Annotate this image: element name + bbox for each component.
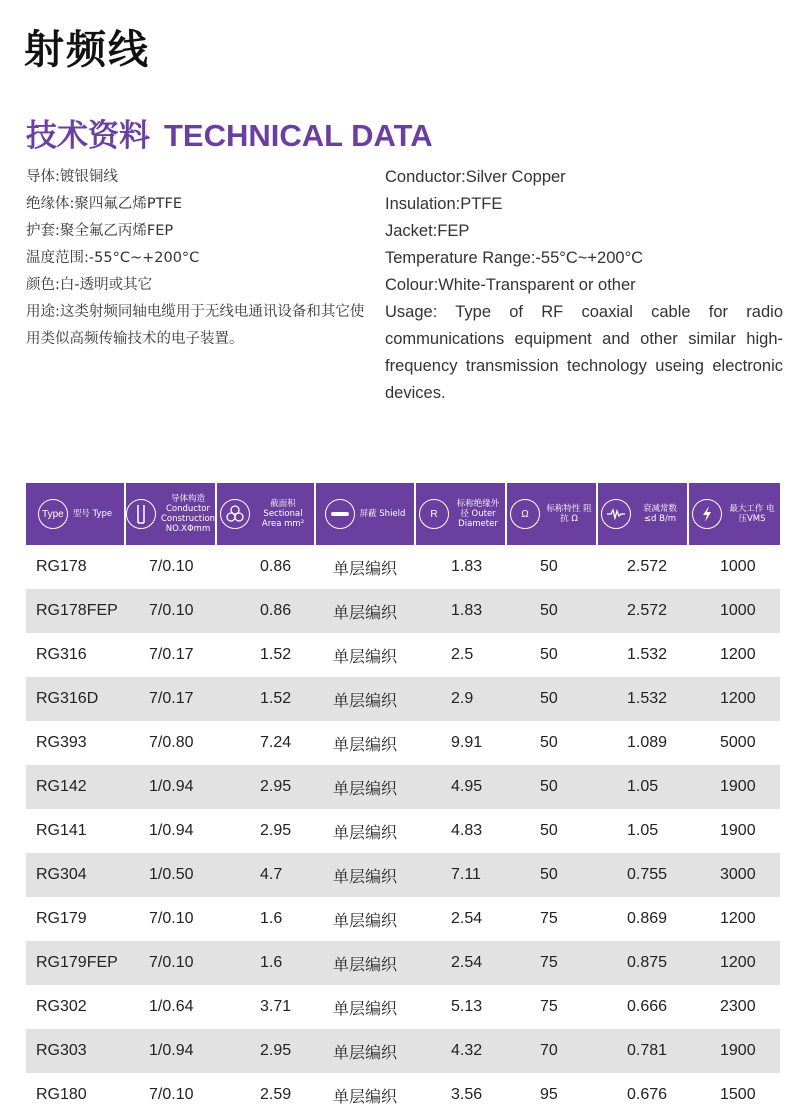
cell-area: 0.86	[216, 589, 315, 633]
cell-attenuation: 1.05	[597, 809, 688, 853]
cell-area: 2.59	[216, 1073, 315, 1110]
cell-conductor: 7/0.10	[125, 897, 216, 941]
cell-voltage: 3000	[688, 853, 780, 897]
table-body	[26, 545, 780, 1110]
cell-area: 1.6	[216, 941, 315, 985]
cell-type: RG178FEP	[26, 589, 125, 633]
table-row	[26, 545, 780, 589]
cell-shield: 单层编织	[315, 1029, 415, 1073]
cell-area: 2.95	[216, 1029, 315, 1073]
voltage-icon	[692, 499, 722, 529]
cell-outer-diameter: 2.54	[415, 941, 506, 985]
cell-conductor: 7/0.17	[125, 633, 216, 677]
header-shield	[315, 483, 415, 545]
cell-area: 1.52	[216, 677, 315, 721]
table-row	[26, 589, 780, 633]
spec-usage-en: Usage: Type of RF coaxial cable for radio communications equipment and other similar high-frequency transmission technology useing electronic devices.	[385, 303, 783, 402]
cell-outer-diameter: 5.13	[415, 985, 506, 1029]
cell-voltage: 1500	[688, 1073, 780, 1110]
cell-type: RG179FEP	[26, 941, 125, 985]
cell-type: RG304	[26, 853, 125, 897]
header-attenuation	[597, 483, 688, 545]
cell-outer-diameter: 9.91	[415, 721, 506, 765]
cell-impedance: 70	[506, 1029, 597, 1073]
attenuation-icon	[601, 499, 631, 529]
specs-chinese	[26, 164, 366, 353]
header-outer-diameter-label: 标称绝缘外径 Outer Diameter	[456, 499, 500, 529]
cell-conductor: 7/0.10	[125, 941, 216, 985]
cell-voltage: 1000	[688, 545, 780, 589]
spec-table	[26, 483, 780, 1110]
cell-voltage: 1900	[688, 809, 780, 853]
page-title: 射频线	[24, 27, 150, 73]
cell-attenuation: 0.666	[597, 985, 688, 1029]
cell-impedance: 50	[506, 765, 597, 809]
cell-area: 2.95	[216, 809, 315, 853]
table-row	[26, 677, 780, 721]
section-title	[26, 110, 433, 155]
cell-shield: 单层编织	[315, 721, 415, 765]
cell-shield: 单层编织	[315, 765, 415, 809]
type-icon: Type	[38, 499, 68, 529]
outer-diameter-icon: R	[419, 499, 449, 529]
table-row	[26, 897, 780, 941]
cell-voltage: 1200	[688, 633, 780, 677]
cell-area: 4.7	[216, 853, 315, 897]
cell-outer-diameter: 1.83	[415, 545, 506, 589]
cell-conductor: 7/0.80	[125, 721, 216, 765]
header-sectional-area-label: 截面积 Sectional Area mm²	[261, 499, 305, 529]
cell-conductor: 1/0.94	[125, 809, 216, 853]
cell-outer-diameter: 4.83	[415, 809, 506, 853]
sectional-area-icon	[220, 499, 250, 529]
spec-jacket-en: Jacket:FEP	[385, 222, 470, 240]
cell-type: RG302	[26, 985, 125, 1029]
cell-type: RG178	[26, 545, 125, 589]
cell-voltage: 1900	[688, 1029, 780, 1073]
cell-type: RG141	[26, 809, 125, 853]
cell-area: 2.95	[216, 765, 315, 809]
cell-voltage: 5000	[688, 721, 780, 765]
cell-impedance: 50	[506, 721, 597, 765]
cell-impedance: 95	[506, 1073, 597, 1110]
spec-insulation-cn: 绝缘体:聚四氟乙烯PTFE	[26, 196, 182, 212]
header-voltage-label: 最大工作 电压VMS	[729, 504, 775, 524]
cell-conductor: 7/0.10	[125, 589, 216, 633]
header-type	[26, 483, 125, 545]
cell-type: RG142	[26, 765, 125, 809]
cell-attenuation: 1.532	[597, 633, 688, 677]
cell-area: 1.52	[216, 633, 315, 677]
cell-attenuation: 0.869	[597, 897, 688, 941]
cell-outer-diameter: 4.32	[415, 1029, 506, 1073]
table-row	[26, 633, 780, 677]
cell-area: 7.24	[216, 721, 315, 765]
cell-voltage: 1200	[688, 677, 780, 721]
cell-type: RG180	[26, 1073, 125, 1110]
header-conductor	[125, 483, 216, 545]
cell-voltage: 1200	[688, 897, 780, 941]
header-outer-diameter	[415, 483, 506, 545]
header-impedance	[506, 483, 597, 545]
spec-conductor-en: Conductor:Silver Copper	[385, 168, 566, 186]
cell-conductor: 1/0.94	[125, 1029, 216, 1073]
cell-shield: 单层编织	[315, 809, 415, 853]
cell-impedance: 75	[506, 941, 597, 985]
header-voltage	[688, 483, 780, 545]
cell-attenuation: 2.572	[597, 545, 688, 589]
table-row	[26, 721, 780, 765]
table-row	[26, 853, 780, 897]
cell-impedance: 50	[506, 545, 597, 589]
cell-type: RG393	[26, 721, 125, 765]
cell-voltage: 1900	[688, 765, 780, 809]
cell-attenuation: 1.532	[597, 677, 688, 721]
impedance-icon: Ω	[510, 499, 540, 529]
cell-conductor: 1/0.50	[125, 853, 216, 897]
table-row	[26, 1029, 780, 1073]
cell-impedance: 50	[506, 589, 597, 633]
spec-temperature-en: Temperature Range:-55°C~+200°C	[385, 249, 644, 267]
section-title-cn: 技术资料	[26, 118, 150, 154]
cell-outer-diameter: 4.95	[415, 765, 506, 809]
cell-type: RG316D	[26, 677, 125, 721]
cell-shield: 单层编织	[315, 941, 415, 985]
cell-conductor: 7/0.17	[125, 677, 216, 721]
conductor-icon	[126, 499, 156, 529]
cell-outer-diameter: 2.54	[415, 897, 506, 941]
shield-icon	[325, 499, 355, 529]
cell-shield: 单层编织	[315, 853, 415, 897]
cell-outer-diameter: 2.9	[415, 677, 506, 721]
cell-shield: 单层编织	[315, 633, 415, 677]
cell-attenuation: 0.755	[597, 853, 688, 897]
cell-impedance: 50	[506, 809, 597, 853]
cell-conductor: 1/0.64	[125, 985, 216, 1029]
header-shield-label: 屏蔽 Shield	[359, 509, 406, 519]
cell-attenuation: 1.05	[597, 765, 688, 809]
cell-conductor: 1/0.94	[125, 765, 216, 809]
header-type-label: 型号 Type	[72, 509, 113, 519]
spec-colour-en: Colour:White-Transparent or other	[385, 276, 636, 294]
spec-jacket-cn: 护套:聚全氟乙丙烯FEP	[26, 223, 174, 239]
cell-impedance: 50	[506, 677, 597, 721]
cell-type: RG316	[26, 633, 125, 677]
cell-shield: 单层编织	[315, 897, 415, 941]
section-title-en: TECHNICAL DATA	[164, 118, 433, 153]
table-header-row	[26, 483, 780, 545]
cell-attenuation: 0.781	[597, 1029, 688, 1073]
spec-usage-cn: 用途:这类射频同轴电缆用于无线电通讯设备和其它使用类似高频传输技术的电子装置。	[26, 304, 365, 347]
header-conductor-label: 导体构造 Conductor Construction NO.XΦmm	[160, 494, 216, 534]
cell-shield: 单层编织	[315, 1073, 415, 1110]
table-row	[26, 765, 780, 809]
table-row	[26, 985, 780, 1029]
header-attenuation-label: 衰减常数 ≤d B/m	[642, 504, 677, 524]
cell-outer-diameter: 3.56	[415, 1073, 506, 1110]
cell-impedance: 50	[506, 853, 597, 897]
cell-outer-diameter: 7.11	[415, 853, 506, 897]
cell-impedance: 75	[506, 897, 597, 941]
cell-impedance: 75	[506, 985, 597, 1029]
cell-attenuation: 0.676	[597, 1073, 688, 1110]
cell-impedance: 50	[506, 633, 597, 677]
header-impedance-label: 标称特性 阻抗 Ω	[546, 504, 592, 524]
table-row	[26, 941, 780, 985]
cell-outer-diameter: 2.5	[415, 633, 506, 677]
table-row	[26, 809, 780, 853]
cell-type: RG179	[26, 897, 125, 941]
cell-area: 3.71	[216, 985, 315, 1029]
spec-colour-cn: 颜色:白-透明或其它	[26, 277, 153, 293]
spec-insulation-en: Insulation:PTFE	[385, 195, 503, 213]
cell-type: RG303	[26, 1029, 125, 1073]
cell-area: 0.86	[216, 545, 315, 589]
cell-shield: 单层编织	[315, 589, 415, 633]
cell-conductor: 7/0.10	[125, 545, 216, 589]
cell-voltage: 1200	[688, 941, 780, 985]
cell-voltage: 1000	[688, 589, 780, 633]
cell-attenuation: 0.875	[597, 941, 688, 985]
cell-outer-diameter: 1.83	[415, 589, 506, 633]
table-row	[26, 1073, 780, 1110]
header-sectional-area	[216, 483, 315, 545]
cell-shield: 单层编织	[315, 985, 415, 1029]
cell-shield: 单层编织	[315, 677, 415, 721]
cell-attenuation: 1.089	[597, 721, 688, 765]
cell-attenuation: 2.572	[597, 589, 688, 633]
cell-shield: 单层编织	[315, 545, 415, 589]
spec-temperature-cn: 温度范围:-55°C~+200°C	[26, 250, 200, 266]
specs-english	[385, 164, 783, 407]
cell-conductor: 7/0.10	[125, 1073, 216, 1110]
cell-area: 1.6	[216, 897, 315, 941]
cell-voltage: 2300	[688, 985, 780, 1029]
spec-conductor-cn: 导体:镀银铜线	[26, 169, 118, 185]
